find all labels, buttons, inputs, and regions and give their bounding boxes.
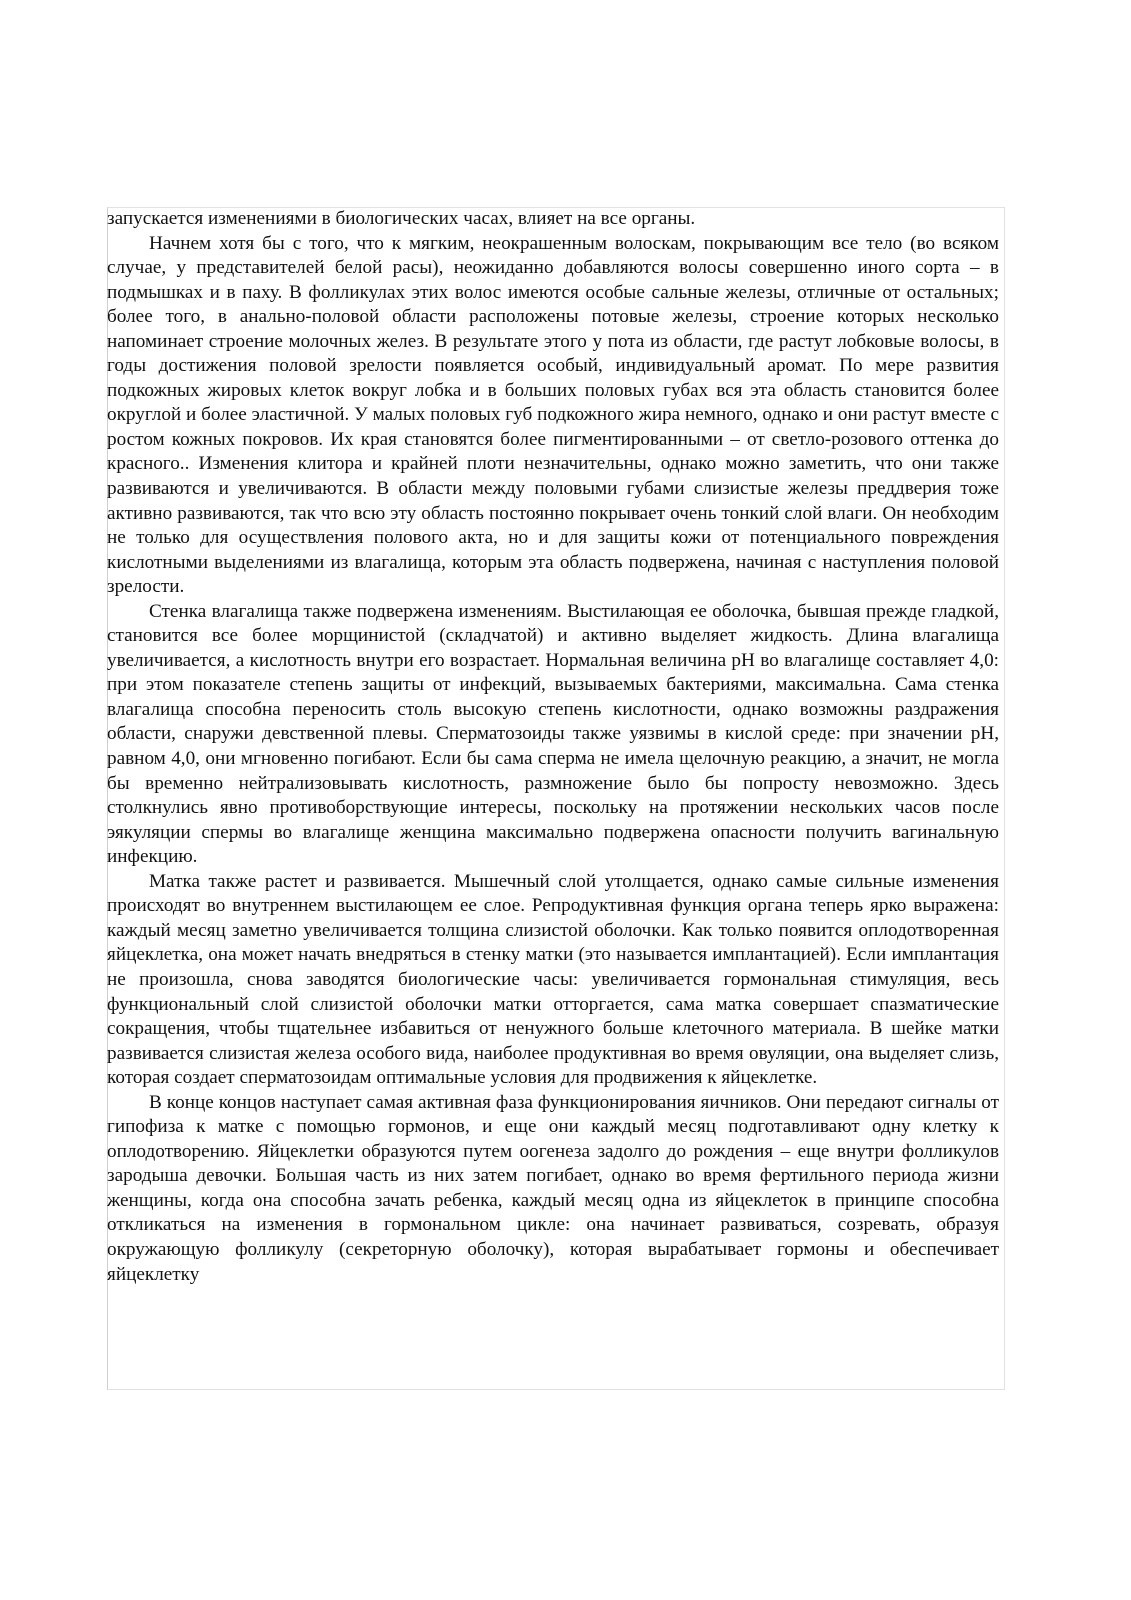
paragraph: Начнем хотя бы с того, что к мягким, неокрашенным волоскам, покрывающим все тело (во всяком случае, у представителей белой расы), неожиданно добавляются волосы совершенно иного сорта – в подмышках и в паху. В фолликулах этих волос имеются особые сальные железы, отличные от остальных; более того, в анально-половой области расположены потовые железы, строение которых несколько напоминает строение молочных желез. В результате этого у пота из области, где растут лобковые волосы, в годы достижения половой зрелости появляется особый, индивидуальный аромат. По мере развития подкожных жировых клеток вокруг лобка и в больших половых губах вся эта область становится более округлой и более эластичной. У малых половых губ подкожного жира немного, однако и они растут вместе с ростом кожных покровов. Их края становятся более пигментированными – от светло-розового оттенка до красного.. Изменения клитора и крайней плоти незначительны, однако можно заметить, что они также развиваются и увеличиваются. В области между половыми губами слизистые железы преддверия тоже активно развиваются, так что всю эту область постоянно покрывает очень тонкий слой влаги. Он необходим не только для осуществления полового акта, но и для защиты кожи от потенциального повреждения кислотными выделениями из влагалища, которым эта область подвержена, начиная с наступления половой зрелости. [107,232,999,598]
paragraph: Матка также растет и развивается. Мышечный слой утолщается, однако самые сильные изменения происходят во внутреннем выстилающем ее слое. Репродуктивная функция органа теперь ярко выражена: каждый месяц заметно увеличивается толщина слизистой оболочки. Как только появится оплодотворенная яйцеклетка, она может начать внедряться в стенку матки (это называется имплантацией). Если имплантация не произошла, снова заводятся биологические часы: увеличивается гормональная стимуляция, весь функциональный слой слизистой оболочки матки отторгается, сама матка совершает спазматические сокращения, чтобы тщательнее избавиться от ненужного больше клеточного материала. В шейке матки развивается слизистая железа особого вида, наиболее продуктивная во время овуляции, она выделяет слизь, которая создает сперматозоидам оптимальные условия для продвижения к яйцеклетке. [107,870,999,1089]
document-body [107,207,999,1287]
paragraph-continuation: запускается изменениями в биологических часах, влияет на все органы. [107,208,696,229]
paragraph: В конце концов наступает самая активная фаза функционирования яичников. Они передают сигналы от гипофиза к матке с помощью гормонов, и еще они каждый месяц подготавливают одну клетку к оплодотворению. Яйцеклетки образуются путем оогенеза задолго до рождения – еще внутри фолликулов зародыша девочки. Большая часть из них затем погибает, однако во время фертильного периода жизни женщины, когда она способна зачать ребенка, каждый месяц одна из яйцеклеток в принципе способна откликаться на изменения в гормональном цикле: она начинает развиваться, созревать, образуя окружающую фолликулу (секреторную оболочку), которая вырабатывает гормоны и обеспечивает яйцеклетку [107,1091,999,1285]
paragraph: Стенка влагалища также подвержена изменениям. Выстилающая ее оболочка, бывшая прежде гладкой, становится все более морщинистой (складчатой) и активно выделяет жидкость. Длина влагалища увеличивается, а кислотность внутри его возрастает. Нормальная величина pH во влагалище составляет 4,0: при этом показателе степень защиты от инфекций, вызываемых бактериями, максимальна. Сама стенка влагалища способна переносить столь высокую степень кислотности, однако возможны раздражения области, снаружи девственной плевы. Сперматозоиды также уязвимы в кислой среде: при значении pH, равном 4,0, они мгновенно погибают. Если бы сама сперма не имела щелочную реакцию, а значит, не могла бы временно нейтрализовывать кислотность, размножение было бы попросту невозможно. Здесь столкнулись явно противоборствующие интересы, поскольку на протяжении нескольких часов после эякуляции спермы во влагалище женщина максимально подвержена опасности получить вагинальную инфекцию. [107,600,999,868]
